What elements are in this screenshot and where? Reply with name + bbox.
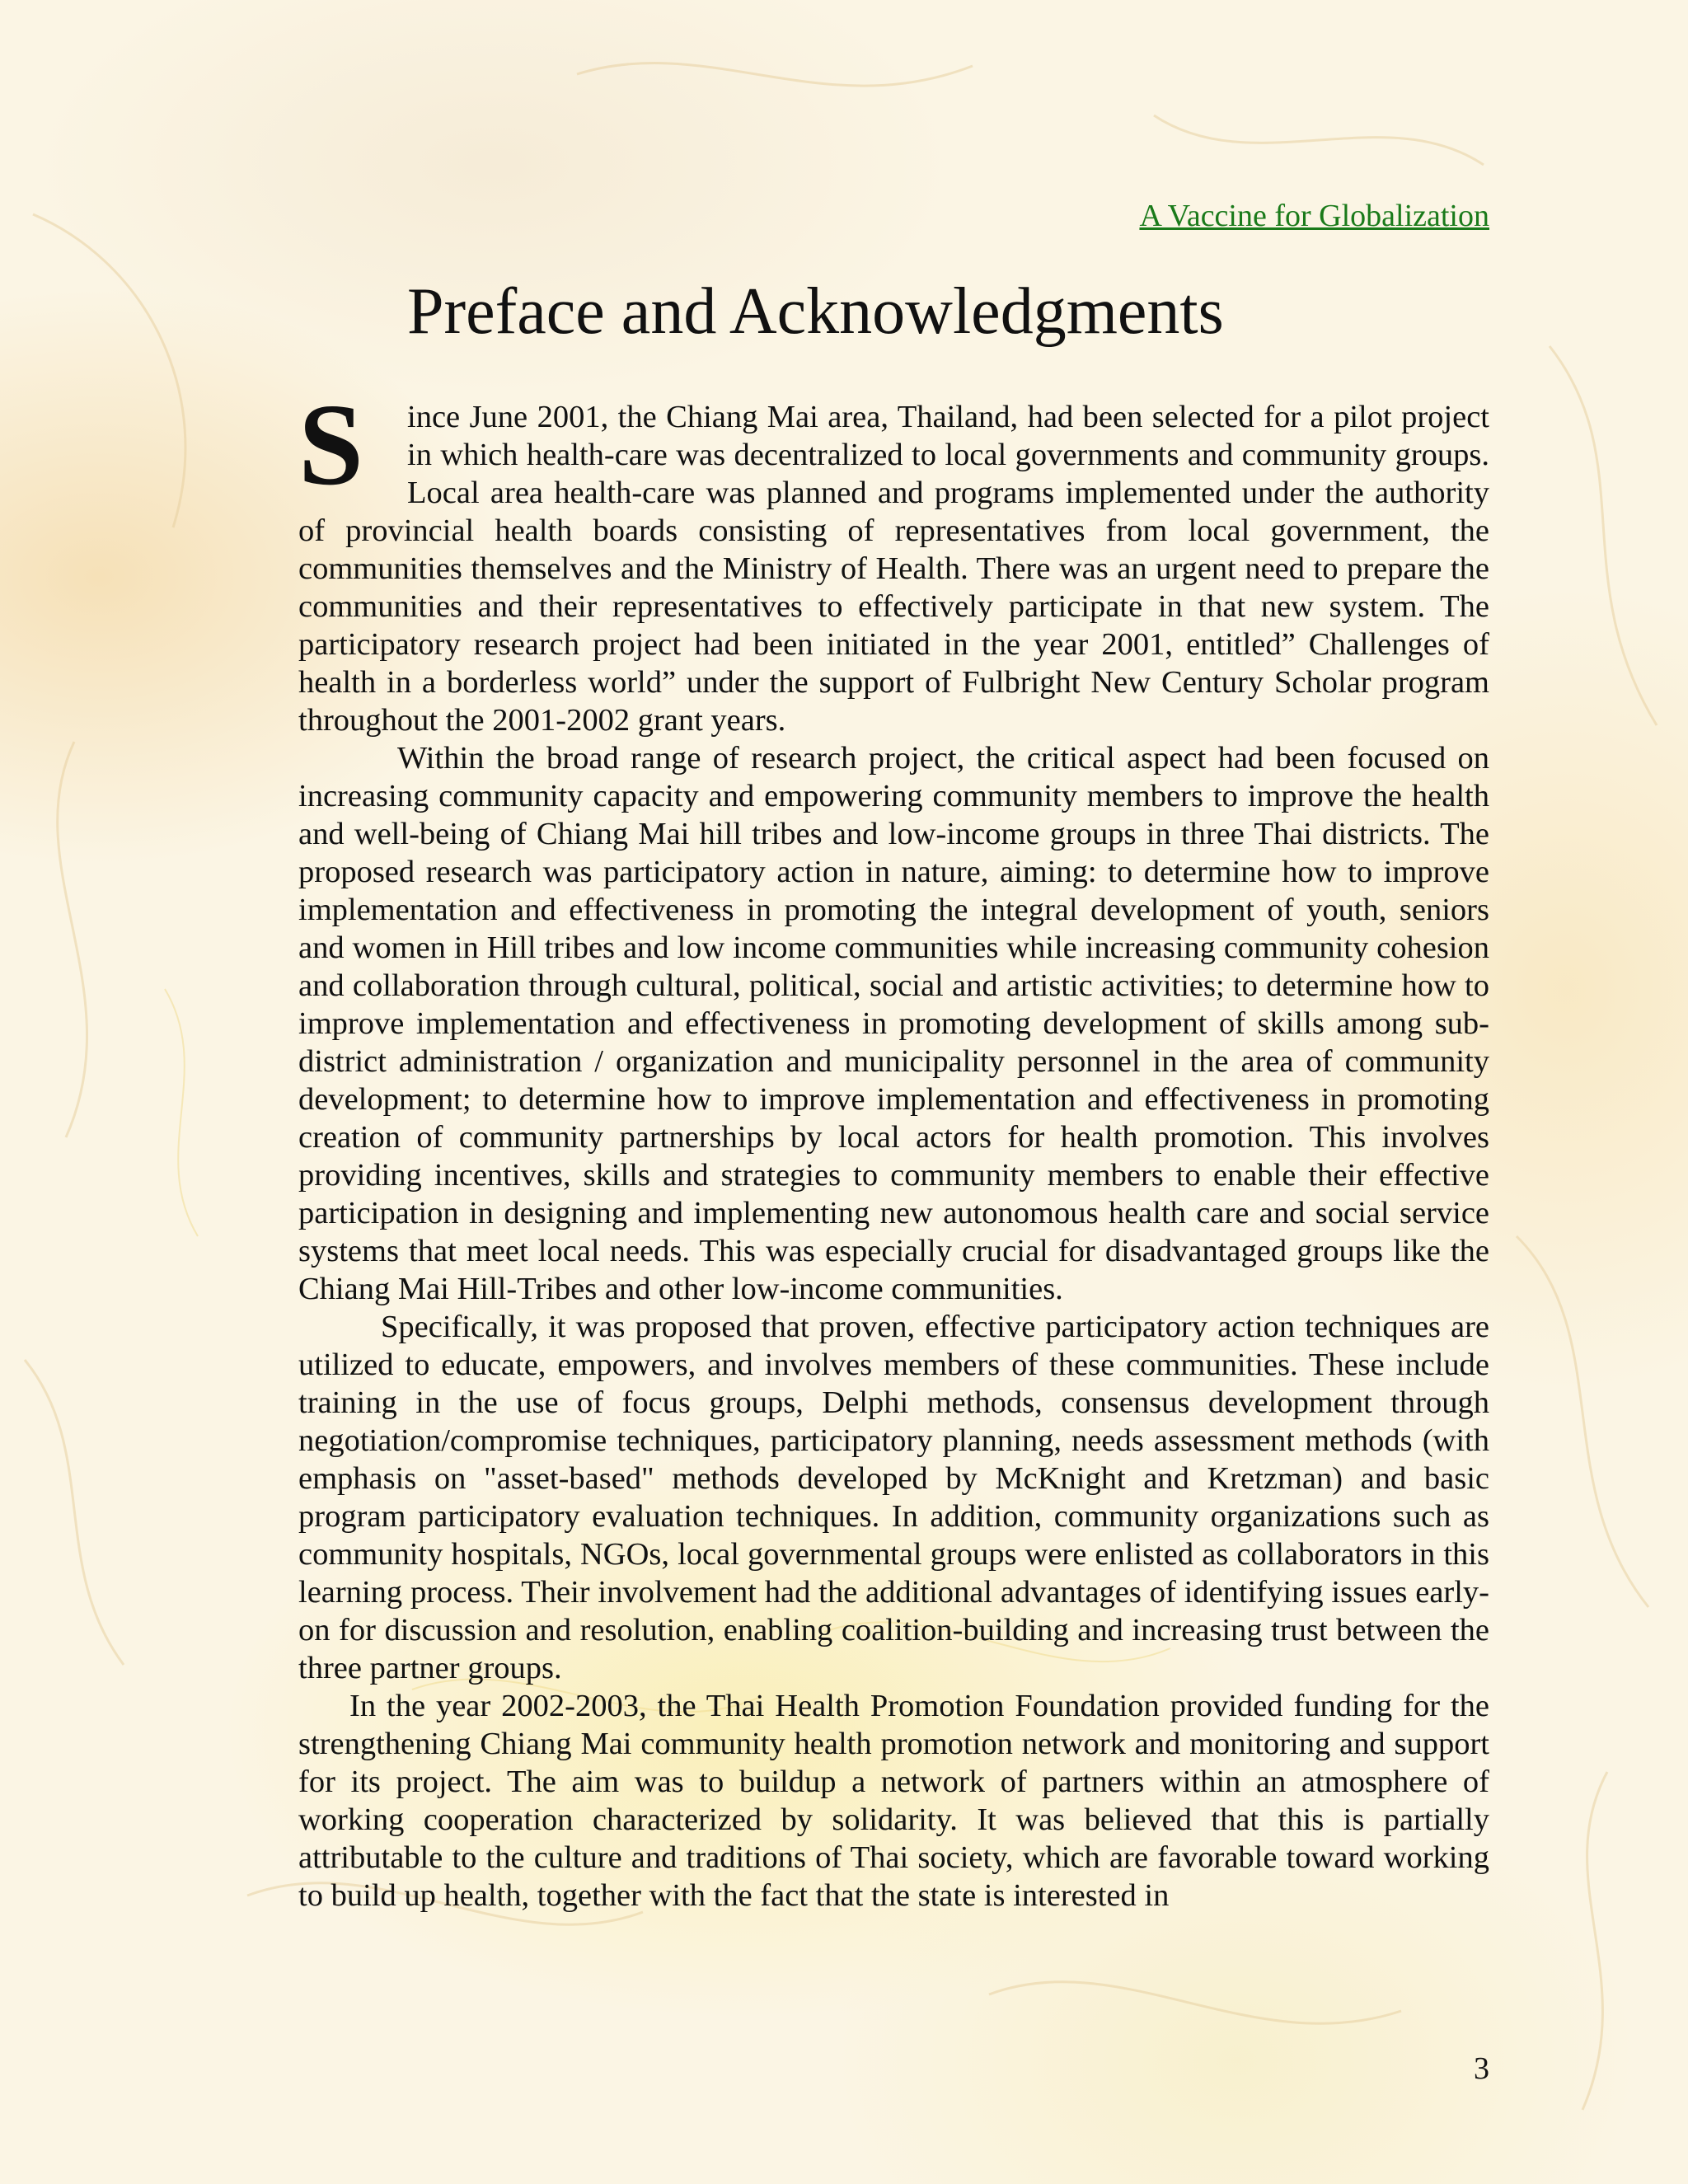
running-header: A Vaccine for Globalization [1139, 199, 1489, 233]
paragraph-4: In the year 2002-2003, the Thai Health Promotion Foundation provided funding for the strengthening Chiang Mai community health promotion network and monitoring and support for its project. The aim was to buildup a network of partners within an atmosphere of working cooperation characterized by solidarity. It was believed that this is partially attributable to the culture and traditions of Thai society, which are favorable toward working to build up health, together with the fact that the state is interested in [298, 1689, 1489, 1913]
page-number: 3 [1474, 2051, 1489, 2086]
body-text [298, 379, 1489, 1915]
paragraph-1 [298, 379, 1489, 739]
paragraph-2: Within the broad range of research project, the critical aspect had been focused on increasing community capacity and empowering community members to improve the health and well-being of Chiang Mai hill tribes and low-income groups in three Thai districts. The proposed research was participatory action in nature, aiming: to determine how to improve implementation and effectiveness in promoting the integral development of youth, seniors and women in Hill tribes and low income communities while increasing community cohesion and collaboration through cultural, political, social and artistic activities; to determine how to improve implementation and effectiveness in promoting development of skills among sub-district administration / organization and municipality personnel in the area of community development; to determine how to improve implementation and effectiveness in promoting creation of community partnerships by local actors for health promotion. This involves providing incentives, skills and strategies to community members to enable their effective participation in designing and implementing new autonomous health care and social service systems that meet local needs. This was especially crucial for disadvantaged groups like the Chiang Mai Hill-Tribes and other low-income communities. [298, 741, 1489, 1306]
paragraph-1-text: ince June 2001, the Chiang Mai area, Thailand, had been selected for a pilot project in which health-care was decentralized to local governments and community groups. Local area health-care was planned and programs implemented under the authority of provincial health boards consisting of representatives from local government, the communities themselves and the Ministry of Health. There was an urgent need to prepare the communities and their representatives to effectively participate in that new system. The participatory research project had been initiated in the year 2001, entitled” Challenges of health in a borderless world” under the support of Fulbright New Century Scholar program throughout the 2001-2002 grant years. [298, 400, 1489, 738]
page-title: Preface and Acknowledgments [407, 275, 1224, 348]
paragraph-3: Specifically, it was proposed that proven, effective participatory action techniques are utilized to educate, empowers, and involves members of these communities. These include training in the use of focus groups, Delphi methods, consensus development through negotiation/compromise techniques, participatory planning, needs assessment methods (with emphasis on "asset-based" methods developed by McKnight and Kretzman) and basic program participatory evaluation techniques. In addition, community organizations such as community hospitals, NGOs, local governmental groups were enlisted as collaborators in this learning process. Their involvement had the additional advantages of identifying issues early-on for discussion and resolution, enabling coalition-building and increasing trust between the three partner groups. [298, 1310, 1489, 1685]
drop-cap: S [298, 379, 363, 509]
